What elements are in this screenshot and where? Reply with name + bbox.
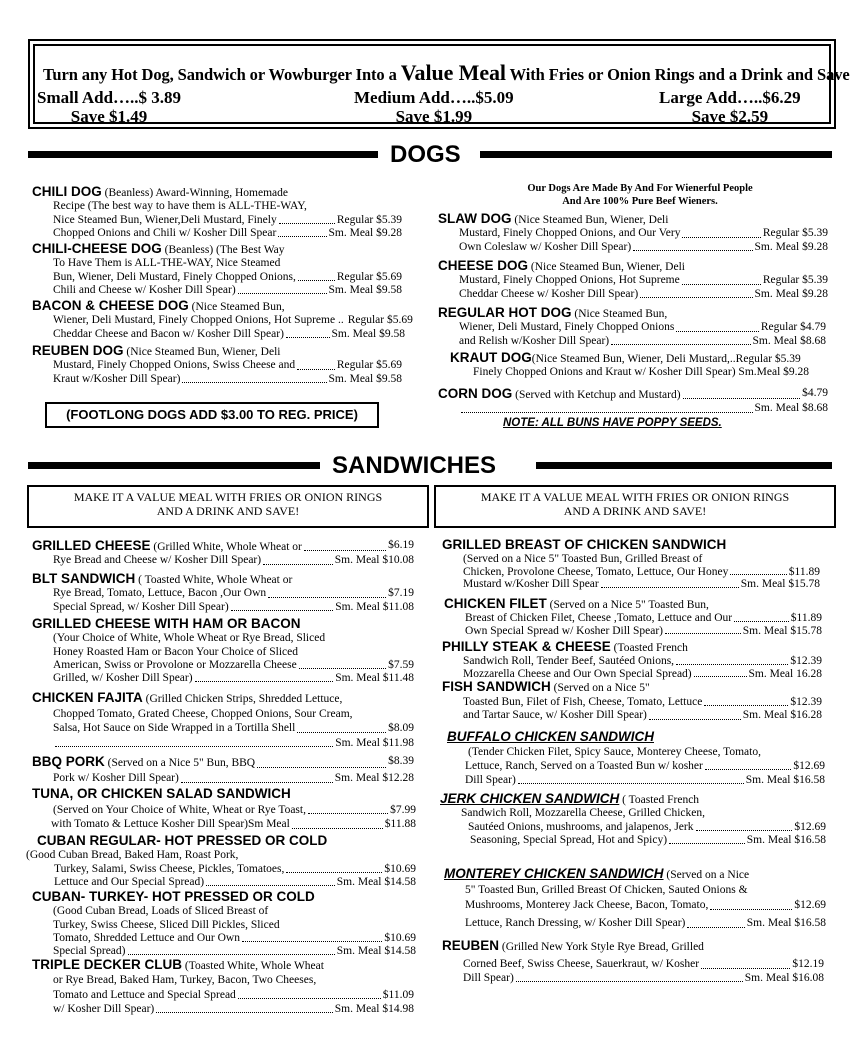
item-desc: (Nice Steamed Bun, Wiener, Deli — [528, 261, 685, 273]
item-price: Regular $5.69 — [336, 270, 402, 283]
large-add-save: Save $2.59 — [691, 107, 769, 126]
leader-dots — [611, 335, 750, 345]
large-add — [659, 88, 801, 126]
item-price: Sm. Meal $9.58 — [328, 372, 402, 385]
item-price: Regular $5.69 — [336, 359, 402, 372]
item-price: $11.89 — [788, 565, 820, 578]
item-desc: (Served on a Nice — [663, 869, 750, 881]
item-desc: (Grilled New York Style Rye Bread, Grilled — [499, 941, 704, 953]
item-desc: ( Toasted French — [619, 794, 700, 806]
item-price: $10.69 — [384, 862, 416, 875]
leader-dots — [286, 328, 330, 338]
leader-dots — [308, 803, 388, 815]
item-desc: Mustard, Finely Chopped Onions, Swiss Cheese and — [53, 359, 296, 372]
value-box-line: MAKE IT A VALUE MEAL WITH FRIES OR ONION RINGS — [73, 490, 383, 504]
item-name: PHILLY STEAK & CHEESE — [442, 639, 611, 654]
item-price: $12.19 — [792, 958, 824, 971]
item-desc: (Your Choice of White, Whole Wheat or Rye Bread, Sliced — [53, 632, 326, 645]
leader-dots — [156, 1002, 333, 1013]
large-add-label: Large Add…..$6.29 — [659, 88, 801, 107]
item-name: CUBAN REGULAR- HOT PRESSED OR COLD — [37, 833, 328, 848]
item-desc: (Nice Steamed Bun, Wiener, Deli — [511, 214, 669, 226]
item-desc: Mozzarella Cheese and Our Own Special Spread) — [463, 667, 692, 680]
item-name: BUFFALO CHICKEN SANDWICH — [447, 729, 654, 744]
item-price: Sm. Meal $16.58 — [745, 774, 825, 786]
item-desc: (Served on a Nice 5" — [550, 682, 650, 694]
item-desc: Mustard, Finely Chopped Onions, and Our Very — [459, 227, 681, 240]
value-meal-banner — [28, 39, 850, 129]
item-price: Sm. Meal $14.98 — [334, 1002, 414, 1015]
banner-suffix: With Fries or Onion Rings and a Drink and Save — [505, 65, 850, 84]
menu-item-cuban-regular — [26, 834, 416, 889]
item-desc: Cheddar Cheese and Bacon w/ Kosher Dill Spear) — [53, 327, 284, 340]
leader-dots — [710, 898, 792, 910]
item-desc: Chili and Cheese w/ Kosher Dill Spear) — [53, 283, 236, 296]
menu-item-cuban-turkey — [32, 890, 416, 958]
menu-item-reuben — [442, 939, 824, 985]
leader-dots — [633, 241, 752, 251]
item-name: REUBEN — [442, 938, 500, 953]
item-desc: Tomato, Shredded Lettuce and Our Own — [53, 931, 240, 944]
item-desc: Recipe (The best way to have them is ALL-THE-WAY, — [53, 200, 307, 213]
menu-item-slaw-dog — [438, 212, 828, 254]
leader-dots — [461, 402, 753, 412]
item-desc: Grilled, w/ Kosher Dill Spear) — [53, 672, 193, 685]
leader-dots — [683, 387, 801, 399]
item-desc: Sandwich Roll, Tender Beef, Sautéed Onions, — [463, 654, 675, 667]
leader-dots — [734, 612, 789, 622]
item-desc: Lettuce, Ranch, Served on a Toasted Bun w/ kosher — [465, 760, 703, 772]
poppy-seed-note: NOTE: ALL BUNS HAVE POPPY SEEDS. — [503, 417, 722, 429]
leader-dots — [730, 566, 786, 576]
item-name: SLAW DOG — [438, 211, 512, 226]
leader-dots — [682, 274, 761, 284]
dogs-rule-right — [480, 151, 832, 158]
item-desc: ( Toasted White, Whole Wheat or — [135, 574, 293, 586]
leader-dots — [694, 668, 747, 678]
item-desc: Honey Roasted Ham or Bacon Your Choice of Sliced — [53, 645, 298, 658]
item-desc: 5" Toasted Bun, Grilled Breast Of Chicken, Sauted Onions & — [465, 884, 748, 896]
item-name: MONTEREY CHICKEN SANDWICH — [444, 866, 664, 881]
item-price: Sm. Meal $16.58 — [746, 833, 826, 846]
menu-item-chili-dog — [32, 185, 402, 240]
item-name: BBQ PORK — [32, 754, 105, 769]
item-name: REUBEN DOG — [32, 343, 124, 358]
item-price: $12.69 — [794, 899, 826, 911]
item-price: Sm. Meal $9.58 — [328, 283, 402, 296]
item-desc: and Relish w/Kosher Dill Spear) — [459, 334, 610, 347]
item-price: $11.09 — [382, 988, 414, 1001]
sandwiches-rule-right — [536, 462, 832, 469]
menu-item-grilled-cheese-ham-bacon — [32, 617, 414, 685]
menu-item-fish-sandwich — [442, 680, 822, 723]
leader-dots — [669, 834, 745, 844]
item-desc: (Beanless) (The Best Way — [161, 244, 285, 256]
item-price: Sm. Meal $16.28 — [742, 709, 822, 721]
item-name: CHICKEN FILET — [444, 596, 547, 611]
leader-dots — [278, 227, 326, 237]
item-desc: Mustard w/Kosher Dill Spear — [463, 578, 599, 591]
footlong-note: (FOOTLONG DOGS ADD $3.00 TO REG. PRICE) — [45, 402, 379, 428]
item-price: Sm. Meal $12.28 — [334, 772, 414, 784]
menu-item-blt-sandwich — [32, 572, 414, 614]
item-desc: or Rye Bread, Baked Ham, Turkey, Bacon, Two Cheeses, — [53, 974, 317, 987]
item-desc: Own Coleslaw w/ Kosher Dill Spear) — [459, 240, 632, 253]
leader-dots — [182, 373, 326, 383]
item-desc: (Toasted French — [610, 642, 688, 654]
item-desc: (Served on a Nice 5" Bun, BBQ — [104, 757, 256, 769]
item-price: $11.89 — [790, 611, 822, 624]
menu-item-tuna-chicken-salad — [32, 787, 416, 832]
leader-dots — [299, 659, 386, 669]
leader-dots — [292, 817, 383, 829]
item-name: CHICKEN FAJITA — [32, 690, 143, 705]
leader-dots — [279, 214, 335, 224]
item-name: REGULAR HOT DOG — [438, 305, 572, 320]
item-name: TUNA, OR CHICKEN SALAD SANDWICH — [32, 786, 291, 801]
item-desc: Finely Chopped Onions and Kraut w/ Kosher Dill Spear) Sm.Meal $9.28 — [473, 366, 810, 379]
dogs-rule-left — [28, 151, 378, 158]
item-desc: Turkey, Swiss Cheese, Sliced Dill Pickles, Sliced — [53, 918, 280, 931]
item-desc: Corned Beef, Swiss Cheese, Sauerkraut, w/ Kosher — [463, 958, 700, 971]
item-price: $7.19 — [388, 587, 414, 600]
tagline-line: And Are 100% Pure Beef Wieners. — [562, 196, 718, 207]
item-desc: and Tartar Sauce, w/ Kosher Dill Spear) — [463, 709, 647, 721]
item-name: CHEESE DOG — [438, 258, 529, 273]
item-price: $10.69 — [384, 931, 416, 944]
leader-dots — [298, 271, 335, 281]
menu-item-kraut-dog — [450, 351, 830, 380]
leader-dots — [687, 916, 744, 928]
item-desc: Breast of Chicken Filet, Cheese ,Tomato, Lettuce and Our — [465, 611, 733, 624]
item-name: KRAUT DOG — [450, 350, 532, 365]
item-desc: Turkey, Salami, Swiss Cheese, Pickles, Tomatoes, — [54, 862, 285, 875]
item-price: $11.88 — [384, 818, 416, 830]
item-desc: Mushrooms, Monterey Jack Cheese, Bacon, Tomato, — [465, 899, 709, 911]
leader-dots — [665, 625, 741, 635]
item-price: Sm. Meal $10.08 — [334, 554, 414, 567]
item-name: GRILLED CHEESE — [32, 538, 151, 553]
sandwiches-rule-left — [28, 462, 320, 469]
item-price: Sm. Meal 16.28 — [748, 667, 822, 680]
item-desc: (Good Cuban Bread, Baked Ham, Roast Pork, — [26, 849, 239, 862]
item-desc: Chopped Onions and Chili w/ Kosher Dill Spear — [53, 226, 277, 239]
banner-headline — [43, 60, 850, 86]
item-price: Sm. Meal $14.58 — [336, 945, 416, 958]
leader-dots — [696, 821, 793, 831]
item-desc: (Nice Steamed Bun, — [571, 308, 668, 320]
item-desc: American, Swiss or Provolone or Mozzarella Cheese — [53, 658, 297, 671]
leader-dots — [242, 932, 382, 942]
banner-inner-border — [33, 44, 850, 126]
leader-dots — [257, 754, 386, 768]
item-price: $4.79 — [802, 387, 828, 399]
menu-item-reuben-dog — [32, 344, 402, 386]
item-desc: Dill Spear) — [465, 774, 516, 786]
menu-item-monterey-chicken — [444, 866, 826, 931]
item-desc: (Good Cuban Bread, Loads of Sliced Breast of — [53, 905, 269, 918]
item-desc: Cheddar Cheese w/ Kosher Dill Spear) — [459, 287, 639, 300]
dogs-header — [28, 142, 832, 168]
item-price: Regular $5.39 — [762, 274, 828, 287]
item-desc: (Nice Steamed Bun, Wiener, Deli Mustard,..Regular $5.39 — [531, 353, 801, 365]
item-price: $12.39 — [790, 654, 822, 667]
item-desc: To Have Them is ALL-THE-WAY, Nice Steamed — [53, 257, 281, 270]
item-desc: Tomato and Lettuce and Special Spread — [53, 988, 236, 1001]
item-price: $12.69 — [794, 820, 826, 833]
item-name: GRILLED CHEESE WITH HAM OR BACON — [32, 616, 301, 631]
item-price: Sm. Meal $14.58 — [336, 875, 416, 888]
menu-item-regular-hot-dog — [438, 306, 826, 348]
item-desc: Mustard, Finely Chopped Onions, Hot Supreme — [459, 274, 680, 287]
small-add — [37, 88, 181, 126]
leader-dots — [297, 721, 386, 733]
item-name: CUBAN- TURKEY- HOT PRESSED OR COLD — [32, 889, 315, 904]
item-price: Sm. Meal $11.98 — [335, 736, 414, 749]
value-box-line: AND A DRINK AND SAVE! — [156, 503, 300, 518]
menu-item-bbq-pork — [32, 754, 414, 786]
menu-item-chicken-filet — [444, 598, 822, 637]
dogs-tagline — [440, 182, 840, 208]
dogs-title: DOGS — [390, 141, 461, 168]
item-desc: Salsa, Hot Sauce on Side Wrapped in a Tortilla Shell — [53, 722, 296, 734]
leader-dots — [195, 672, 334, 682]
sandwiches-header — [28, 453, 832, 479]
item-desc: Wiener, Deli Mustard, Finely Chopped Onions — [459, 321, 675, 334]
item-desc: w/ Kosher Dill Spear) — [53, 1002, 155, 1015]
item-desc: (Nice Steamed Bun, — [188, 301, 285, 313]
menu-item-bacon-cheese-dog — [32, 298, 413, 341]
menu-item-triple-decker-club — [32, 958, 414, 1016]
item-desc: (Served on a Nice 5" Toasted Bun, Grilled Breast of — [463, 552, 703, 565]
leader-dots — [601, 578, 739, 588]
item-name: TRIPLE DECKER CLUB — [32, 957, 183, 972]
item-price: Sm. Meal $9.58 — [331, 327, 405, 340]
item-name: CHILI DOG — [32, 184, 102, 199]
item-desc: Seasoning, Special Spread, Hot and Spicy) — [470, 833, 668, 846]
item-name: BACON & CHEESE DOG — [32, 298, 189, 313]
menu-item-grilled-breast-chicken — [442, 539, 820, 591]
value-box-line: MAKE IT A VALUE MEAL WITH FRIES OR ONION RINGS — [480, 490, 790, 504]
menu-item-chili-cheese-dog — [32, 242, 402, 297]
leader-dots — [518, 773, 744, 784]
item-desc: Special Spread) — [53, 945, 126, 958]
leader-dots — [649, 709, 741, 720]
item-desc: Lettuce and Our Special Spread) — [54, 875, 205, 888]
item-desc: (Tender Chicken Filet, Spicy Sauce, Monterey Cheese, Tomato, — [468, 746, 761, 758]
item-price: $12.69 — [793, 760, 825, 772]
item-desc: (Grilled Chicken Strips, Shredded Lettuce, — [142, 693, 343, 705]
item-price: Sm. Meal $16.58 — [746, 917, 826, 929]
leader-dots — [676, 655, 788, 665]
item-name: CHILI-CHEESE DOG — [32, 241, 162, 256]
item-desc: Lettuce, Ranch Dressing, w/ Kosher Dill Spear) — [465, 917, 686, 929]
leader-dots — [304, 539, 386, 551]
leader-dots — [705, 759, 792, 770]
banner-value-meal: Value Meal — [400, 60, 506, 85]
leader-dots — [676, 321, 759, 331]
leader-dots — [704, 696, 788, 707]
banner-prefix: Turn any Hot Dog, Sandwich or Wowburger Into a — [43, 65, 401, 84]
menu-item-corn-dog — [438, 387, 828, 416]
leader-dots — [516, 972, 743, 982]
item-price: Sm. Meal $15.78 — [742, 624, 822, 637]
item-price: Sm. Meal $9.28 — [754, 240, 828, 253]
leader-dots — [181, 771, 333, 783]
value-box-line: AND A DRINK AND SAVE! — [563, 503, 707, 518]
item-name: GRILLED BREAST OF CHICKEN SANDWICH — [442, 537, 727, 552]
item-desc: Chicken, Provolone Cheese, Tomato, Lettuce, Our Honey — [463, 565, 729, 578]
item-price: $7.99 — [390, 803, 416, 816]
item-desc: (Served on Your Choice of White, Wheat or Rye Toast, — [53, 803, 306, 816]
item-price: Regular $5.39 — [336, 213, 402, 226]
leader-dots — [263, 554, 333, 564]
item-price: $8.39 — [388, 755, 414, 767]
item-name: JERK CHICKEN SANDWICH — [440, 791, 620, 806]
item-desc: (Served with Ketchup and Mustard) — [512, 389, 681, 401]
item-price: $7.59 — [388, 658, 414, 671]
leader-dots — [286, 863, 382, 873]
item-desc: Kraut w/Kosher Dill Spear) — [53, 372, 181, 385]
menu-item-philly-steak — [442, 641, 822, 680]
sandwiches-title: SANDWICHES — [332, 452, 497, 479]
leader-dots — [640, 288, 752, 298]
tagline-line: Our Dogs Are Made By And For Wienerful People — [527, 183, 753, 194]
menu-item-grilled-cheese — [32, 539, 414, 568]
leader-dots — [238, 284, 327, 294]
item-desc: Wiener, Deli Mustard, Finely Chopped Onions, Hot Supreme .. — [53, 314, 344, 327]
item-name: FISH SANDWICH — [442, 679, 551, 694]
value-meal-box-right — [434, 485, 836, 528]
item-price: Sm. Meal $9.28 — [328, 226, 402, 239]
item-price: Sm. Meal $11.08 — [335, 600, 414, 613]
item-desc: Special Spread, w/ Kosher Dill Spear) — [53, 600, 229, 613]
menu-item-jerk-chicken — [440, 792, 826, 847]
menu-item-chicken-fajita — [32, 691, 414, 750]
item-desc: (Toasted White, Whole Wheat — [182, 960, 324, 972]
leader-dots — [682, 227, 760, 237]
medium-add-save: Save $1.99 — [395, 107, 473, 126]
item-desc: Toasted Bun, Filet of Fish, Cheese, Tomato, Lettuce — [463, 695, 703, 708]
item-desc: Chopped Tomato, Grated Cheese, Chopped Onions, Sour Cream, — [53, 707, 353, 720]
item-desc: Bun, Wiener, Deli Mustard, Finely Chopped Onions, — [53, 270, 296, 283]
item-price: $8.09 — [388, 722, 414, 734]
leader-dots — [231, 601, 334, 611]
item-desc: Pork w/ Kosher Dill Spear) — [53, 772, 179, 784]
item-price: Regular $5.39 — [762, 227, 828, 240]
menu-item-buffalo-chicken — [447, 730, 825, 787]
small-add-save: Save $1.49 — [70, 107, 148, 126]
item-price: Sm. Meal $8.68 — [752, 334, 826, 347]
item-desc: Rye Bread and Cheese w/ Kosher Dill Spear) — [53, 554, 262, 567]
item-desc: Own Special Spread w/ Kosher Dill Spear) — [465, 624, 664, 637]
item-desc: Sandwich Roll, Mozzarella Cheese, Grilled Chicken, — [461, 807, 705, 820]
item-price: $6.19 — [388, 539, 414, 551]
item-price: Sm. Meal $11.48 — [335, 672, 414, 685]
leader-dots — [268, 587, 386, 597]
item-desc: Rye Bread, Tomato, Lettuce, Bacon ,Our Own — [53, 587, 267, 600]
leader-dots — [238, 988, 381, 999]
value-meal-box-left — [27, 485, 429, 528]
item-name: CORN DOG — [438, 386, 513, 401]
leader-dots — [55, 736, 333, 748]
item-price: Regular $5.69 — [347, 314, 413, 327]
item-price: Regular $4.79 — [760, 321, 826, 334]
item-desc: (Beanless) Award-Winning, Homemade — [101, 187, 289, 199]
leader-dots — [128, 945, 335, 955]
menu-item-cheese-dog — [438, 259, 828, 301]
item-price: Sm. Meal $9.28 — [754, 287, 828, 300]
item-price: Sm. Meal $8.68 — [754, 402, 828, 415]
leader-dots — [701, 958, 790, 968]
item-desc: (Served on a Nice 5" Toasted Bun, — [546, 599, 709, 611]
item-desc: with Tomato & Lettuce Kosher Dill Spear)Sm Meal — [51, 818, 290, 830]
medium-add-label: Medium Add…..$5.09 — [354, 88, 514, 107]
small-add-label: Small Add…..$ 3.89 — [37, 88, 182, 107]
item-desc: Dill Spear) — [463, 971, 514, 984]
item-price: Sm. Meal $15.78 — [740, 578, 820, 591]
item-desc: (Nice Steamed Bun, Wiener, Deli — [123, 346, 281, 358]
leader-dots — [206, 876, 335, 886]
item-desc: Sautéed Onions, mushrooms, and jalapenos, Jerk — [468, 820, 694, 833]
item-price: $12.39 — [790, 695, 822, 708]
item-desc: Nice Steamed Bun, Wiener,Deli Mustard, Finely — [53, 213, 277, 226]
item-desc: (Grilled White, Whole Wheat or — [150, 541, 302, 553]
leader-dots — [297, 359, 335, 369]
item-price: Sm. Meal $16.08 — [744, 971, 824, 984]
item-name: BLT SANDWICH — [32, 571, 136, 586]
medium-add — [354, 88, 514, 126]
